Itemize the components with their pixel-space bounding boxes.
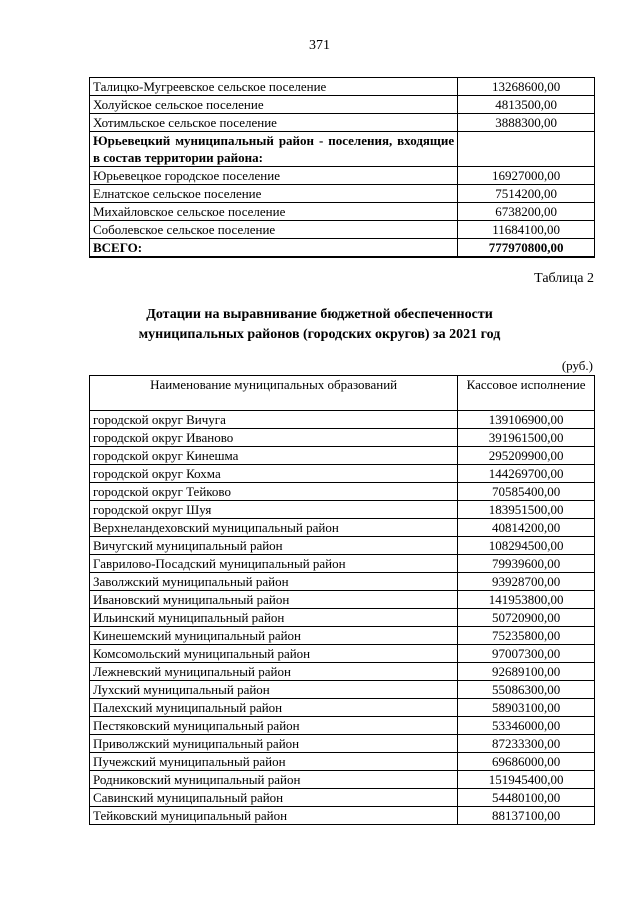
row-amount: 88137100,00	[458, 807, 595, 825]
row-name: Комсомольский муниципальный район	[90, 645, 458, 663]
table-row	[90, 203, 595, 221]
row-amount: 75235800,00	[458, 627, 595, 645]
row-name: городской округ Иваново	[90, 429, 458, 447]
table-row	[90, 573, 595, 591]
table-row	[90, 114, 595, 132]
table-row	[90, 663, 595, 681]
row-name: Талицко-Мугреевское сельское поселение	[90, 78, 458, 96]
table-row	[90, 699, 595, 717]
page-title	[0, 305, 639, 345]
row-name: Михайловское сельское поселение	[90, 203, 458, 221]
row-name: Лухский муниципальный район	[90, 681, 458, 699]
table-row	[90, 96, 595, 114]
row-amount: 55086300,00	[458, 681, 595, 699]
row-name: Елнатское сельское поселение	[90, 185, 458, 203]
row-amount: 13268600,00	[458, 78, 595, 96]
subsidies-table	[89, 375, 595, 825]
table-row	[90, 645, 595, 663]
table-row	[90, 167, 595, 185]
row-amount: 295209900,00	[458, 447, 595, 465]
row-name: городской округ Кохма	[90, 465, 458, 483]
row-name: Холуйское сельское поселение	[90, 96, 458, 114]
row-amount: 7514200,00	[458, 185, 595, 203]
row-name: Савинский муниципальный район	[90, 789, 458, 807]
table-row	[90, 753, 595, 771]
row-amount: 69686000,00	[458, 753, 595, 771]
row-name: Юрьевецкий муниципальный район - поселения, входящие в состав территории района:	[90, 132, 458, 167]
row-name: Родниковский муниципальный район	[90, 771, 458, 789]
row-amount: 141953800,00	[458, 591, 595, 609]
row-amount: 93928700,00	[458, 573, 595, 591]
row-amount	[458, 132, 595, 167]
table-row	[90, 609, 595, 627]
row-amount: 108294500,00	[458, 537, 595, 555]
table-header-row	[90, 376, 595, 411]
row-amount: 54480100,00	[458, 789, 595, 807]
row-amount: 92689100,00	[458, 663, 595, 681]
title-line-2: муниципальных районов (городских округов) за 2021 год	[138, 327, 501, 342]
row-name: Кинешемский муниципальный район	[90, 627, 458, 645]
column-header-amount: Кассовое исполнение	[458, 376, 595, 411]
title-line-1: Дотации на выравнивание бюджетной обеспеченности	[146, 307, 493, 322]
table-row	[90, 681, 595, 699]
table-row	[90, 537, 595, 555]
row-name: Вичугский муниципальный район	[90, 537, 458, 555]
row-name: Соболевское сельское поселение	[90, 221, 458, 239]
row-name: Гаврилово-Посадский муниципальный район	[90, 555, 458, 573]
row-amount: 183951500,00	[458, 501, 595, 519]
row-name: городской округ Вичуга	[90, 411, 458, 429]
row-amount: 6738200,00	[458, 203, 595, 221]
row-name: Хотимльское сельское поселение	[90, 114, 458, 132]
row-name: Верхнеландеховский муниципальный район	[90, 519, 458, 537]
row-name: городской округ Шуя	[90, 501, 458, 519]
row-amount: 139106900,00	[458, 411, 595, 429]
column-header-name: Наименование муниципальных образований	[90, 376, 458, 411]
settlements-table-body	[90, 78, 595, 258]
row-amount: 16927000,00	[458, 167, 595, 185]
table-label: Таблица 2	[534, 271, 594, 286]
page-number: 371	[309, 38, 330, 53]
row-name: Лежневский муниципальный район	[90, 663, 458, 681]
row-amount: 58903100,00	[458, 699, 595, 717]
table-row	[90, 789, 595, 807]
row-amount: 11684100,00	[458, 221, 595, 239]
row-name: Ивановский муниципальный район	[90, 591, 458, 609]
table-row	[90, 501, 595, 519]
row-amount: 4813500,00	[458, 96, 595, 114]
table-row	[90, 627, 595, 645]
row-amount: 53346000,00	[458, 717, 595, 735]
row-name: Юрьевецкое городское поселение	[90, 167, 458, 185]
table-row	[90, 807, 595, 825]
settlements-table	[89, 77, 595, 258]
table-row	[90, 132, 595, 167]
table-row	[90, 717, 595, 735]
total-amount: 777970800,00	[458, 239, 595, 258]
table-row	[90, 185, 595, 203]
table-row	[90, 519, 595, 537]
row-amount: 70585400,00	[458, 483, 595, 501]
row-amount: 3888300,00	[458, 114, 595, 132]
row-name: Пучежский муниципальный район	[90, 753, 458, 771]
total-label: ВСЕГО:	[90, 239, 458, 258]
table-row	[90, 483, 595, 501]
table-row	[90, 221, 595, 239]
row-name: Приволжский муниципальный район	[90, 735, 458, 753]
table-row	[90, 465, 595, 483]
unit-label: (руб.)	[561, 358, 593, 373]
table-row	[90, 591, 595, 609]
subsidies-table-body	[90, 411, 595, 825]
row-name: Тейковский муниципальный район	[90, 807, 458, 825]
row-amount: 79939600,00	[458, 555, 595, 573]
table-row	[90, 771, 595, 789]
row-amount: 97007300,00	[458, 645, 595, 663]
row-name: Палехский муниципальный район	[90, 699, 458, 717]
total-row	[90, 239, 595, 258]
row-amount: 50720900,00	[458, 609, 595, 627]
row-name: городской округ Тейково	[90, 483, 458, 501]
row-amount: 151945400,00	[458, 771, 595, 789]
table-row	[90, 555, 595, 573]
row-name: Заволжский муниципальный район	[90, 573, 458, 591]
row-name: Пестяковский муниципальный район	[90, 717, 458, 735]
table-row	[90, 78, 595, 96]
row-name: городской округ Кинешма	[90, 447, 458, 465]
table-row	[90, 447, 595, 465]
row-amount: 144269700,00	[458, 465, 595, 483]
row-name: Ильинский муниципальный район	[90, 609, 458, 627]
row-amount: 87233300,00	[458, 735, 595, 753]
row-amount: 391961500,00	[458, 429, 595, 447]
table-row	[90, 411, 595, 429]
table-row	[90, 429, 595, 447]
table-row	[90, 735, 595, 753]
row-amount: 40814200,00	[458, 519, 595, 537]
